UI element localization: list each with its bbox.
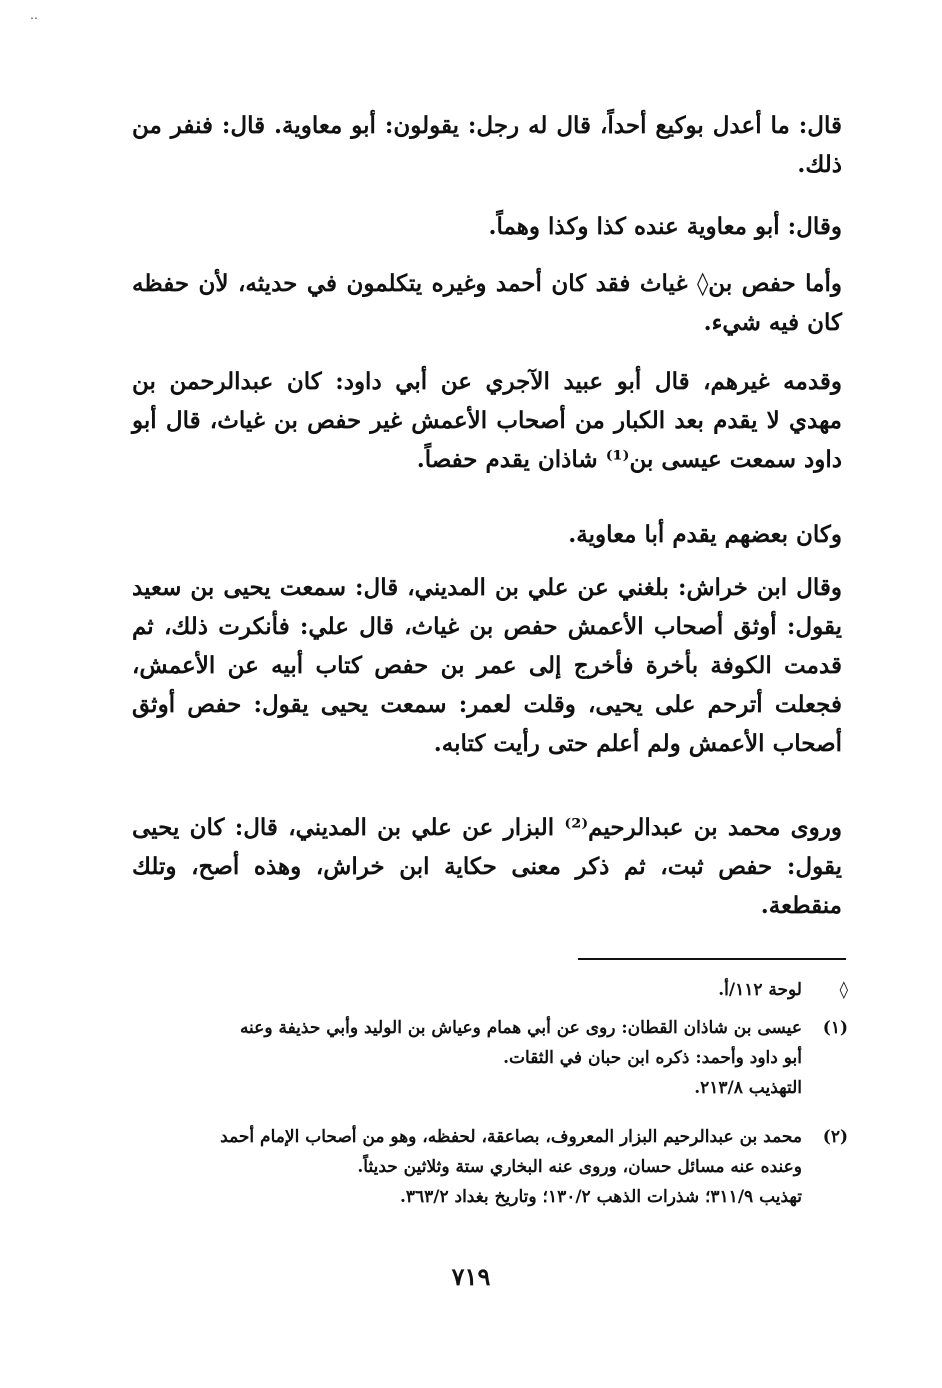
paragraph-text: وقال: أبو معاوية عنده كذا وكذا وهماً. — [488, 213, 842, 240]
paragraph-2 — [132, 207, 842, 246]
paragraph-text: وروى محمد بن عبدالرحيم⁽²⁾ البزار عن علي بن المديني، قال: كان يحيى يقول: حفص ثبت، ثم ذكر معنى حكاية ابن خراش، وهذه أصح، وتلك منقطعة. — [132, 814, 843, 919]
footnote-label: (١) — [822, 1018, 848, 1038]
paragraph-text: قال: ما أعدل بوكيع أحداً، قال له رجل: يقولون: أبو معاوية. قال: فنفر من ذلك. — [132, 112, 842, 178]
paragraph-3 — [132, 264, 842, 342]
paragraph-text: وقدمه غيرهم، قال أبو عبيد الآجري عن أبي داود: كان عبدالرحمن بن مهدي لا يقدم بعد الكبار من أصحاب الأعمش غير حفص بن غياث، قال أبو داود سمعت عيسى بن⁽¹⁾ شاذان يقدم حفصاً. — [132, 368, 842, 473]
corner-mark: ‥ — [30, 8, 39, 22]
paragraph-text: وقال ابن خراش: بلغني عن علي بن المديني، قال: سمعت يحيى بن سعيد يقول: أوثق أصحاب الأعمش حفص بن غياث، قال علي: فأنكرت ذلك، ثم قدمت الكوفة بأخرة فأخرج إلى عمر بن حفص كتاب أبيه عن الأعمش، فجعلت أترحم على يحيى، وقلت لعمر: سمعت يحيى يقول: حفص أوثق أصحاب الأعمش ولم أعلم حتى رأيت كتابه. — [132, 574, 842, 757]
footnote-line: وعنده عنه مسائل حسان، وروى عنه البخاري ستة وثلاثين حديثاً. — [357, 1157, 802, 1177]
footnote-1 — [128, 1013, 848, 1103]
footnote-line: محمد بن عبدالرحيم البزار المعروف، بصاعقة، لحفظه، وهو من أصحاب الإمام أحمد — [220, 1127, 802, 1147]
paragraph-6 — [132, 568, 842, 763]
footnote-line: تهذيب ٣١١/٩؛ شذرات الذهب ١٣٠/٢؛ وتاريخ بغداد ٣٦٣/٢. — [399, 1187, 802, 1207]
paragraph-4 — [132, 362, 842, 479]
footnote-divider — [578, 958, 846, 960]
paragraph-7 — [132, 808, 842, 925]
footnote-line: عيسى بن شاذان القطان: روى عن أبي همام وعياش بن الوليد وأبي حذيفة وعنه — [239, 1018, 802, 1038]
paragraph-1 — [132, 106, 842, 184]
folio-marker-icon: ◊ — [839, 980, 848, 1000]
paragraph-5 — [132, 515, 842, 554]
footnote-label: (٢) — [822, 1127, 848, 1147]
footnote-2 — [128, 1122, 848, 1212]
paragraph-text: وأما حفص بن◊ غياث فقد كان أحمد وغيره يتكلمون في حديثه، لأن حفظه كان فيه شيء. — [132, 270, 842, 336]
footnote-folio-marker — [128, 975, 848, 1005]
page-number: ٧١٩ — [451, 1262, 491, 1291]
footnote-line: التهذيب ٢١٣/٨. — [694, 1078, 802, 1098]
paragraph-text: وكان بعضهم يقدم أبا معاوية. — [568, 521, 842, 548]
footnote-line: أبو داود وأحمد: ذكره ابن حبان في الثقات. — [503, 1048, 802, 1068]
folio-marker-text: لوحة ١١٢/أ. — [718, 980, 802, 1000]
